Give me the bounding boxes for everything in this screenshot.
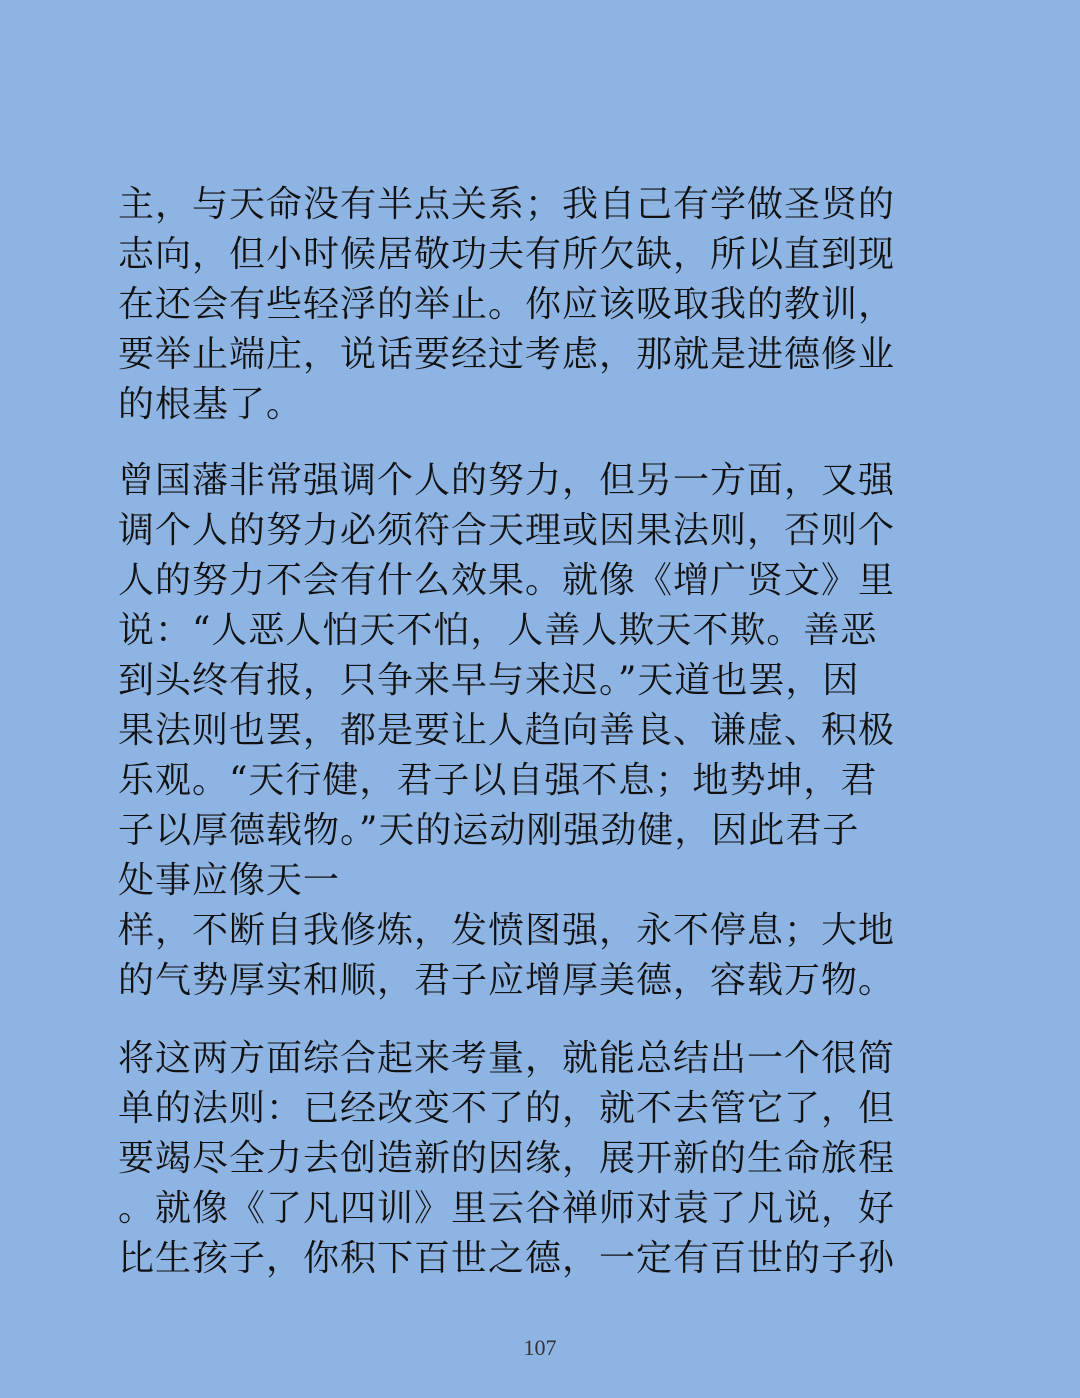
text-line: 主，与天命没有半点关系；我自己有学做圣贤的 [118,184,896,225]
text-line: 的根基了。 [118,384,304,425]
text-line: 调个人的努力必须符合天理或因果法则，否则个 [118,510,896,551]
text-line: 要举止端庄，说话要经过考虑，那就是进德修业 [118,334,896,375]
text-line: 志向，但小时候居敬功夫有所欠缺，所以直到现 [118,234,896,275]
paragraph-1 [118,180,968,430]
text-line: 人的努力不会有什么效果。就像《增广贤文》里 [118,560,896,601]
text-line: 处事应像天一 [118,860,341,901]
text-line: 样，不断自我修炼，发愤图强，永不停息；大地 [118,910,896,951]
text-line: 将这两方面综合起来考量，就能总结出一个很简 [118,1038,896,1079]
text-line: 说：“人恶人怕天不怕，人善人欺天不欺。善恶 [118,610,878,651]
text-line: 到头终有报，只争来早与来迟。”天道也罢，因 [118,660,860,701]
text-line: 子以厚德载物。”天的运动刚强劲健，因此君子 [118,810,860,851]
text-line: 乐观。“天行健，君子以自强不息；地势坤，君 [118,760,878,801]
page-number: 107 [523,1335,557,1360]
text-line: 在还会有些轻浮的举止。你应该吸取我的教训， [118,284,896,325]
text-line: 。就像《了凡四训》里云谷禅师对袁了凡说，好 [118,1188,896,1229]
text-line: 单的法则：已经改变不了的，就不去管它了，但 [118,1088,896,1129]
text-line: 要竭尽全力去创造新的因缘，展开新的生命旅程 [118,1138,896,1179]
text-line: 曾国藩非常强调个人的努力，但另一方面，又强 [118,460,896,501]
text-line: 果法则也罢，都是要让人趋向善良、谦虚、积极 [118,710,896,751]
paragraph-3 [118,1034,968,1284]
paragraph-2 [118,456,968,1006]
text-line: 比生孩子，你积下百世之德，一定有百世的子孙 [118,1238,896,1279]
text-line: 的气势厚实和顺，君子应增厚美德，容载万物。 [118,960,896,1001]
